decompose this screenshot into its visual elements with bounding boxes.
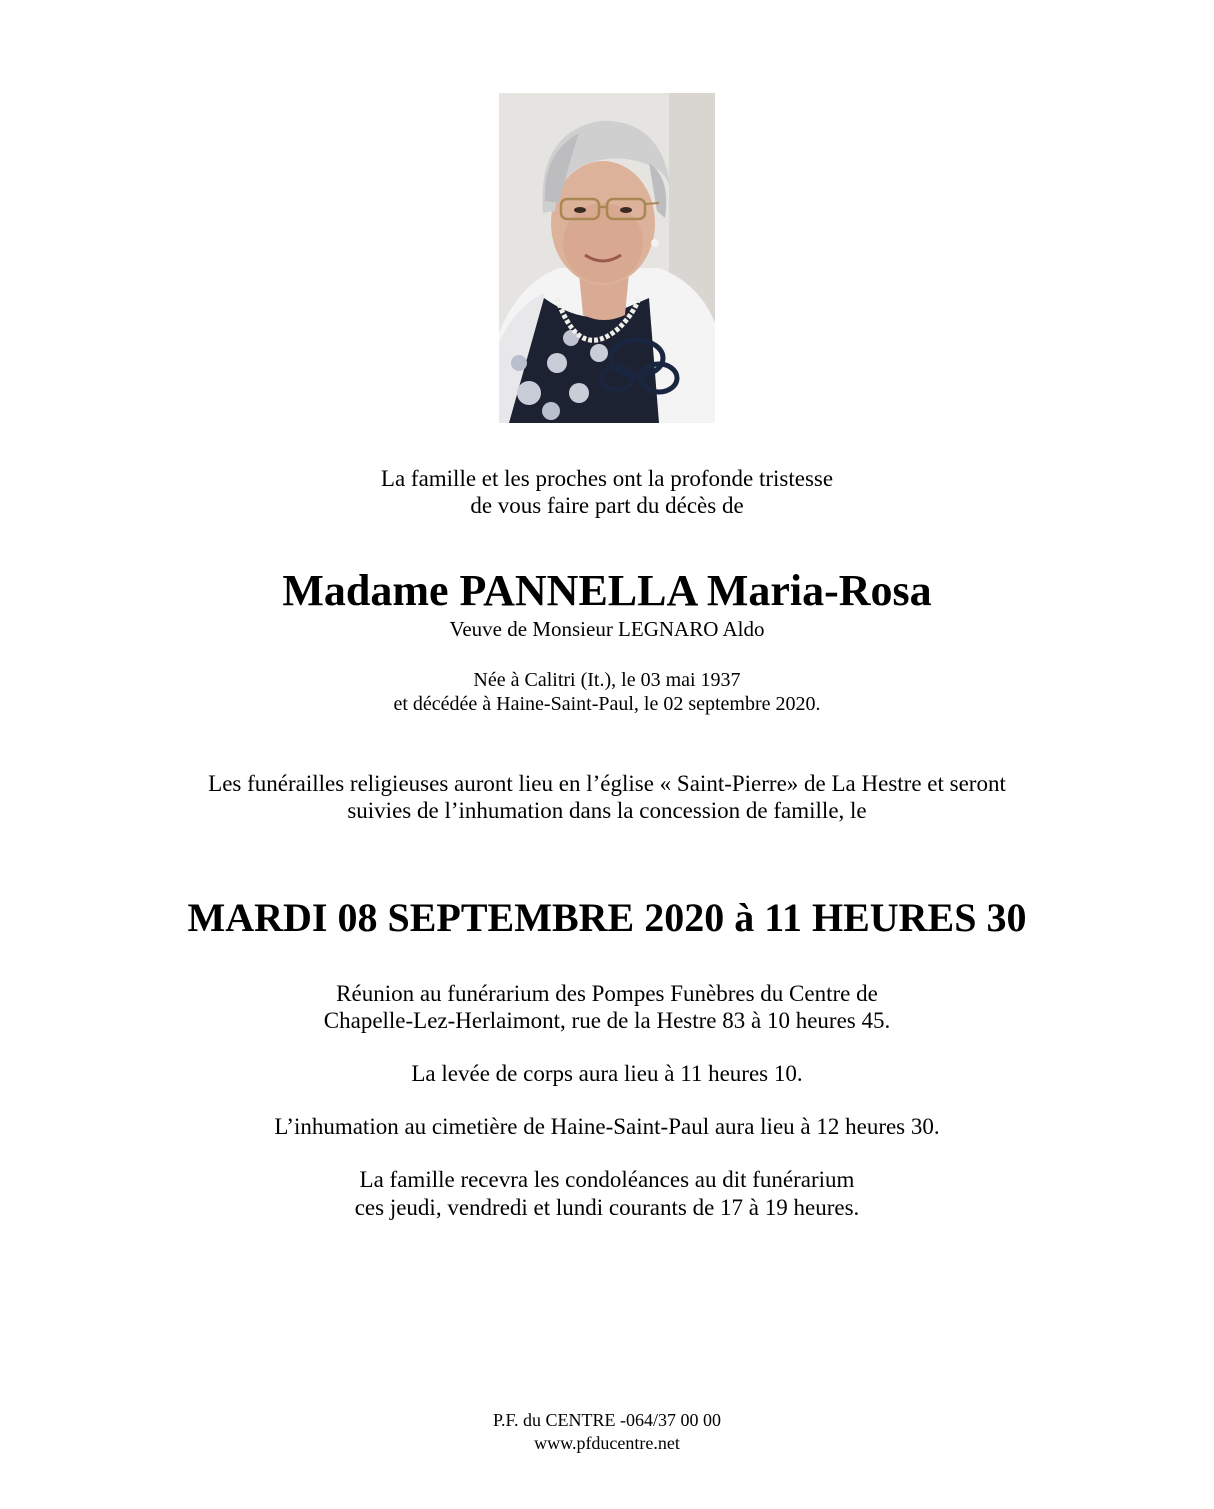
intro-line-1: La famille et les proches ont la profonde tristesse bbox=[380, 466, 834, 491]
spouse-line: Veuve de Monsieur LEGNARO Aldo bbox=[449, 617, 765, 641]
ceremony-date: MARDI 08 SEPTEMBRE 2020 à 11 HEURES 30 bbox=[187, 895, 1027, 940]
condolences-line-2: ces jeudi, vendredi et lundi courants de 17 à 19 heures. bbox=[354, 1195, 860, 1220]
portrait-photo bbox=[499, 93, 715, 423]
death-line: et décédée à Haine-Saint-Paul, le 02 septembre 2020. bbox=[393, 693, 821, 715]
meeting-line-2: Chapelle-Lez-Herlaimont, rue de la Hestre 83 à 10 heures 45. bbox=[323, 1008, 891, 1033]
meeting-line-1: Réunion au funérarium des Pompes Funèbres du Centre de bbox=[336, 981, 878, 1006]
birth-line: Née à Calitri (It.), le 03 mai 1937 bbox=[473, 669, 741, 691]
deceased-name: Madame PANNELLA Maria-Rosa bbox=[282, 566, 932, 615]
footer-website[interactable]: www.pfducentre.net bbox=[534, 1433, 680, 1453]
intro-line-2: de vous faire part du décès de bbox=[470, 493, 744, 518]
levee-line: La levée de corps aura lieu à 11 heures 10. bbox=[411, 1061, 803, 1086]
burial-line: L’inhumation au cimetière de Haine-Saint-Paul aura lieu à 12 heures 30. bbox=[274, 1114, 940, 1139]
ceremony-line-1: Les funérailles religieuses auront lieu en l’église « Saint-Pierre» de La Hestre et seront bbox=[208, 771, 1006, 796]
footer-company: P.F. du CENTRE -064/37 00 00 bbox=[492, 1410, 722, 1430]
ceremony-line-2: suivies de l’inhumation dans la concession de famille, le bbox=[347, 798, 867, 823]
condolences-line-1: La famille recevra les condoléances au dit funérarium bbox=[359, 1167, 855, 1192]
